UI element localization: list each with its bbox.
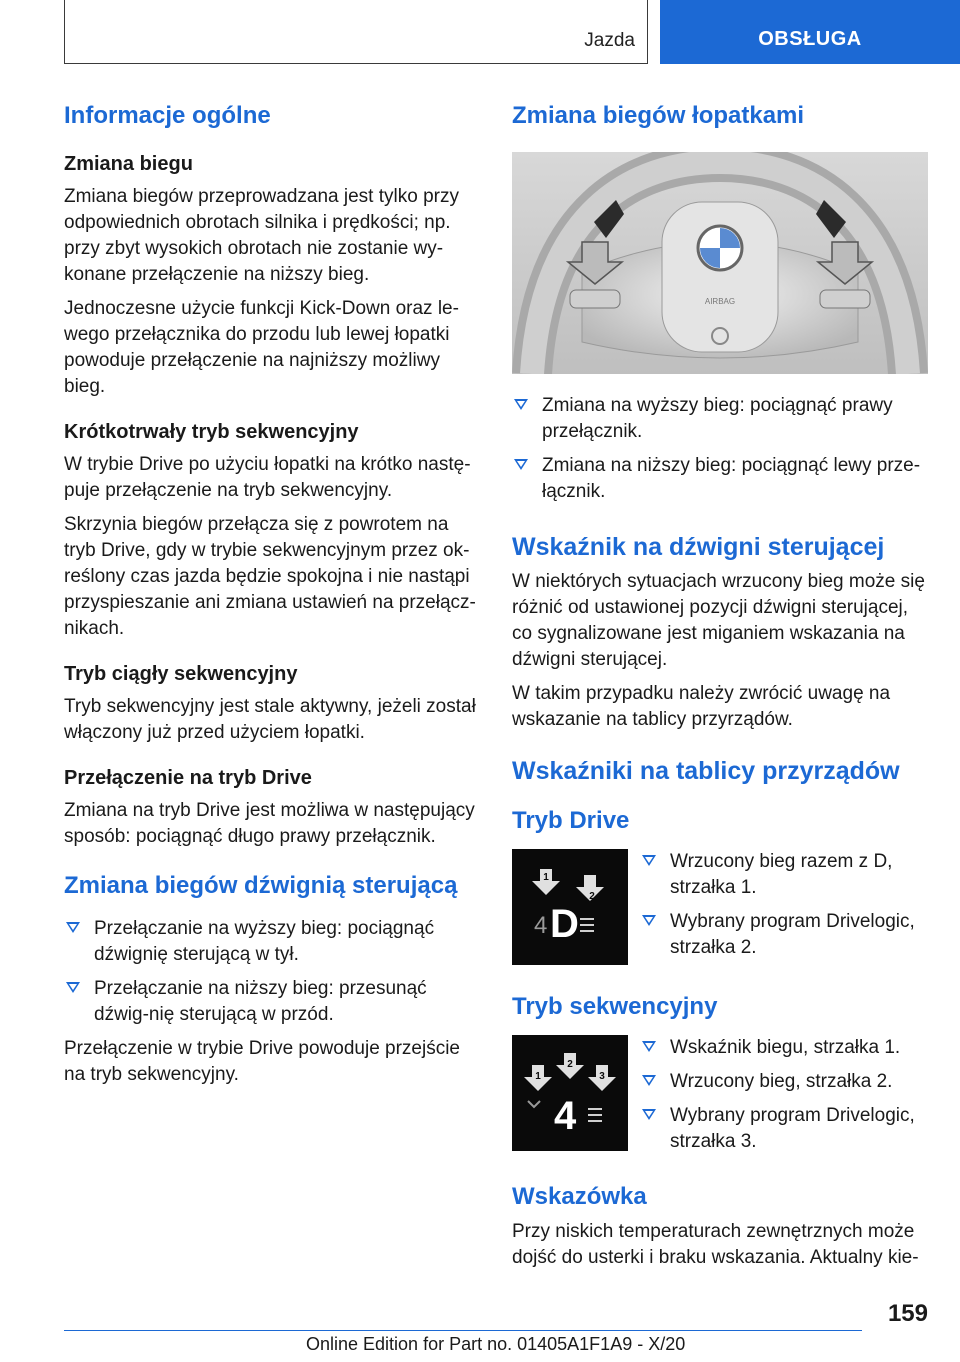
svg-text:4: 4 [534, 912, 548, 939]
svg-text:1: 1 [535, 1071, 541, 1082]
header-section-title: Jazda [584, 30, 635, 51]
bullet-triangle-icon [66, 922, 80, 933]
heading-note: Wskazówka [512, 1183, 647, 1210]
bullet-item: Wrzucony bieg razem z D, strzałka 1. [640, 849, 930, 901]
bullet-triangle-icon [642, 1041, 656, 1052]
bullet-item: Przełączanie na niższy bieg: przesunąć dźwig-nię sterującą w przód. [64, 976, 480, 1028]
paragraph: Skrzynia biegów przełącza się z powrotem na tryb Drive, gdy w trybie sekwencyjnym przez ok-reślony czas jazda będzie spokojna i nie nastąpi przyspieszanie ani zmiana ustawień na przełącz-nikach. [64, 514, 476, 639]
sequential-mode-row [512, 1035, 930, 1155]
bullet-item: Wybrany program Drivelogic, strzałka 3. [640, 1103, 930, 1155]
drive-mode-display-image [512, 849, 628, 965]
svg-text:D: D [550, 902, 579, 946]
svg-text:2: 2 [589, 891, 595, 902]
steering-wheel-paddles-image [512, 152, 928, 374]
bullet-item: Wybrany program Drivelogic, strzałka 2. [640, 909, 930, 961]
paragraph: Przy niskich temperaturach zewnętrznych może dojść do usterki i braku wskazania. Aktualny kie- [512, 1221, 919, 1268]
footer-divider [64, 1330, 862, 1331]
sequential-mode-bullets [640, 1035, 930, 1155]
heading-sequential-mode: Tryb sekwencyjny [512, 993, 718, 1020]
paragraph: Przełączenie w trybie Drive powoduje przejście na tryb sekwencyjny. [64, 1038, 461, 1085]
header-section-box [64, 0, 648, 64]
svg-text:4: 4 [554, 1094, 577, 1138]
paragraph: Jednoczesne użycie funkcji Kick-Down oraz le-wego przełącznika do przodu lub lewej łopatki powoduje przełączenie na najniższy możliwy bieg. [64, 298, 459, 397]
heading-general-info: Informacje ogólne [64, 102, 271, 129]
paragraph: Zmiana biegów przeprowadzana jest tylko przy odpowiednich obrotach silnika i prędkości; np. przy zbyt wysokich obrotach nie zostanie wy-konane przełączenie na niższy bieg. [64, 186, 459, 285]
bullet-item: Przełączanie na wyższy bieg: pociągnąć dźwignię sterującą w tył. [64, 916, 480, 968]
paragraph: W niektórych sytuacjach wrzucony bieg może się różnić od ustawionej pozycji dźwigni sterującej, co sygnalizowane jest miganiem wskazania na dźwigni sterującej. [512, 571, 925, 670]
heading-continuous-sequential: Tryb ciągły sekwencyjny [64, 663, 298, 685]
svg-text:AIRBAG: AIRBAG [704, 297, 736, 306]
right-column [512, 100, 930, 1271]
drive-mode-bullets [640, 849, 930, 965]
svg-text:1: 1 [543, 872, 549, 883]
svg-text:2: 2 [567, 1059, 573, 1070]
heading-paddle-shifting: Zmiana biegów łopatkami [512, 102, 805, 129]
svg-text:3: 3 [599, 1071, 605, 1082]
heading-drive-mode: Tryb Drive [512, 807, 630, 834]
bullet-item: Wskaźnik biegu, strzałka 1. [640, 1035, 930, 1061]
bullet-triangle-icon [514, 399, 528, 410]
page-number: 159 [887, 1300, 928, 1327]
paragraph: Tryb sekwencyjny jest stale aktywny, jeżeli został włączony już przed użyciem łopatki. [64, 696, 476, 743]
bullet-triangle-icon [642, 1075, 656, 1086]
bullet-triangle-icon [642, 855, 656, 866]
paragraph: W trybie Drive po użyciu łopatki na krótko nastę-puje przełączenie na tryb sekwencyjny. [64, 454, 471, 501]
paragraph: W takim przypadku należy zwrócić uwagę na wskazanie na tablicy przyrządów. [512, 683, 891, 730]
header-chapter-tab [660, 0, 960, 64]
footer-edition: Online Edition for Part no. 01405A1F1A9 - X/20 [306, 1334, 686, 1354]
sequential-mode-display-image [512, 1035, 628, 1151]
bullet-item: Wrzucony bieg, strzałka 2. [640, 1069, 930, 1095]
bullet-triangle-icon [514, 459, 528, 470]
heading-cluster-indicators: Wskaźniki na tablicy przyrządów [512, 757, 900, 785]
heading-lever-shifting: Zmiana biegów dźwignią sterującą [64, 872, 458, 899]
drive-mode-row [512, 849, 930, 965]
bullet-triangle-icon [642, 915, 656, 926]
header-chapter-title: OBSŁUGA [758, 28, 862, 50]
bullet-triangle-icon [66, 982, 80, 993]
heading-short-sequential: Krótkotrwały tryb sekwencyjny [64, 421, 359, 443]
left-column [64, 100, 480, 1088]
heading-switch-to-drive: Przełączenie na tryb Drive [64, 767, 312, 789]
bullet-triangle-icon [642, 1109, 656, 1120]
paragraph: Zmiana na tryb Drive jest możliwa w następujący sposób: pociągnąć długo prawy przełącznik. [64, 800, 475, 847]
heading-gear-change: Zmiana biegu [64, 153, 193, 175]
bullet-item: Zmiana na wyższy bieg: pociągnąć prawy przełącznik. [512, 393, 930, 445]
heading-lever-indicator: Wskaźnik na dźwigni sterującej [512, 533, 885, 561]
bullet-item: Zmiana na niższy bieg: pociągnąć lewy prze-łącznik. [512, 453, 930, 505]
